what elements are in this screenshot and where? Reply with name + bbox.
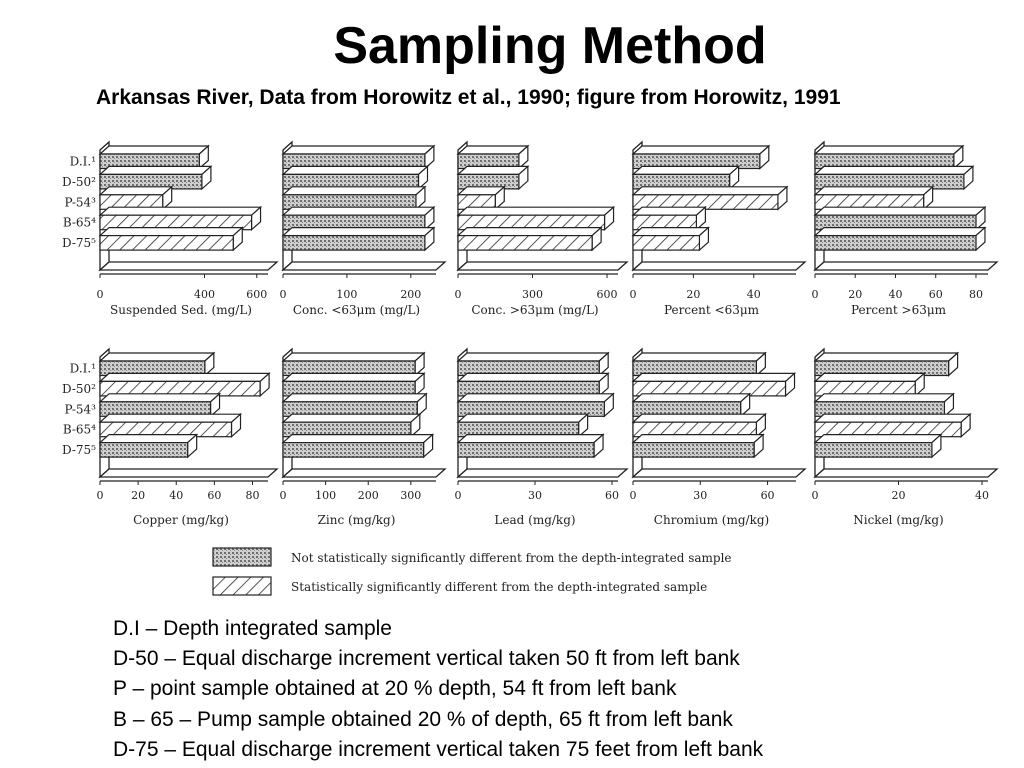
bar-top — [815, 414, 970, 422]
bar — [283, 187, 425, 210]
bar — [458, 414, 588, 437]
bar-top — [283, 146, 434, 154]
x-tick-label: 20 — [891, 489, 906, 502]
bar — [458, 394, 613, 417]
bar-face — [458, 443, 594, 458]
bar-top — [283, 353, 424, 361]
bar — [100, 187, 172, 210]
bar-top — [100, 435, 197, 443]
x-tick-label: 40 — [169, 489, 184, 502]
bar-top — [815, 207, 985, 215]
category-label: D-50² — [62, 174, 96, 189]
bar-top — [815, 146, 963, 154]
x-axis-title: Conc. <63μm (mg/L) — [292, 303, 421, 317]
bar-top — [633, 435, 763, 443]
x-tick-label: 30 — [528, 489, 542, 502]
x-tick-label: 40 — [888, 288, 903, 301]
x-axis-title: Copper (mg/kg) — [133, 513, 229, 527]
bar-top — [815, 394, 953, 402]
panel-copper — [62, 349, 277, 527]
bar — [283, 166, 427, 189]
x-tick-label: 0 — [454, 489, 462, 502]
bar-top — [283, 373, 424, 381]
bar-top — [283, 166, 427, 174]
axis-floor — [633, 469, 805, 477]
x-tick-label: 0 — [96, 288, 104, 301]
chart-panels — [62, 142, 997, 527]
panel-percent-coarse — [812, 142, 998, 317]
bar-top — [815, 353, 958, 361]
legend-label-not-significant: Not statistically significantly different from the depth-integrated sample — [291, 551, 732, 565]
bar-face — [633, 443, 754, 458]
bar-top — [458, 394, 613, 402]
x-tick-label: 0 — [811, 489, 819, 502]
bar — [815, 414, 970, 437]
bar — [633, 146, 769, 169]
bar-top — [458, 146, 528, 154]
bar — [633, 414, 765, 437]
bar-top — [283, 207, 434, 215]
bar — [633, 207, 705, 230]
bar — [815, 373, 924, 396]
x-tick-label: 40 — [746, 288, 761, 301]
bar — [100, 373, 269, 396]
x-axis-title: Conc. >63μm (mg/L) — [471, 303, 599, 317]
bar-top — [815, 435, 941, 443]
category-label: P-54³ — [64, 402, 96, 417]
category-label: D-50² — [62, 381, 96, 396]
bar — [100, 394, 220, 417]
bar-top — [458, 166, 528, 174]
bar — [815, 353, 958, 376]
x-axis-title: Lead (mg/kg) — [494, 513, 576, 527]
bar — [633, 435, 763, 458]
bar-top — [633, 187, 787, 195]
bar-top — [815, 166, 973, 174]
bar — [815, 435, 941, 458]
bar-top — [100, 394, 220, 402]
bar — [283, 146, 434, 169]
panel-conc-fine — [280, 142, 446, 317]
panel-conc-coarse — [455, 142, 628, 317]
abbreviation-definitions — [113, 614, 763, 765]
x-tick-label: 0 — [629, 288, 637, 301]
definition-d50: D-50 – Equal discharge increment vertical taken 50 ft from left bank — [113, 647, 740, 671]
bar-face — [100, 236, 233, 251]
definition-d75: D-75 – Equal discharge increment vertical taken 75 feet from left bank — [113, 737, 764, 761]
bar — [100, 353, 214, 376]
x-axis-title: Percent <63μm — [663, 303, 760, 317]
x-tick-label: 200 — [357, 489, 379, 502]
bar — [458, 435, 603, 458]
bar-face — [458, 236, 592, 251]
panel-zinc — [280, 349, 446, 527]
page-subtitle: Arkansas River, Data from Horowitz et al., 1990; figure from Horowitz, 1991 — [96, 86, 841, 109]
bar — [458, 207, 614, 230]
bar-top — [633, 228, 708, 236]
bar — [100, 166, 211, 189]
bar — [100, 146, 208, 169]
bar — [283, 373, 424, 396]
x-tick-label: 300 — [522, 288, 544, 301]
category-label: D.I.¹ — [69, 361, 96, 376]
x-tick-label: 20 — [686, 288, 701, 301]
bar-top — [458, 207, 614, 215]
bar — [283, 228, 434, 251]
bar-top — [100, 166, 211, 174]
x-tick-label: 600 — [246, 288, 268, 301]
bar-face — [283, 443, 424, 458]
bar-top — [633, 394, 750, 402]
bar-top — [633, 414, 765, 422]
bar — [100, 207, 261, 230]
definition-di: D.I – Depth integrated sample — [113, 617, 392, 640]
panel-chromium — [630, 349, 806, 527]
panel-suspended-sed — [62, 142, 277, 317]
x-tick-label: 60 — [605, 489, 619, 502]
bar — [633, 373, 795, 396]
category-label: B-65⁴ — [62, 422, 96, 437]
x-axis-title: Percent >63μm — [850, 303, 947, 317]
legend-label-significant: Statistically significantly different from the depth-integrated sample — [291, 580, 708, 594]
bar-top — [458, 414, 588, 422]
category-label: D-75⁵ — [62, 236, 96, 251]
bar-top — [283, 414, 420, 422]
bar-top — [100, 228, 242, 236]
axis-floor — [815, 469, 997, 477]
bar — [458, 353, 608, 376]
bar — [815, 228, 985, 251]
bar-top — [815, 187, 933, 195]
bar-top — [633, 146, 769, 154]
x-tick-label: 100 — [315, 489, 337, 502]
bar-face — [815, 443, 932, 458]
x-axis-title: Nickel (mg/kg) — [853, 513, 944, 527]
bar-top — [100, 373, 269, 381]
bar — [633, 166, 739, 189]
bar-top — [283, 394, 426, 402]
bar-top — [815, 228, 985, 236]
bar-face — [815, 236, 976, 251]
x-tick-label: 0 — [811, 288, 819, 301]
bar — [815, 146, 963, 169]
bar-top — [283, 187, 425, 195]
axis-floor — [458, 262, 627, 270]
x-tick-label: 60 — [928, 288, 943, 301]
x-tick-label: 60 — [760, 489, 775, 502]
bar — [815, 187, 933, 210]
bar-top — [100, 353, 214, 361]
x-tick-label: 0 — [279, 489, 287, 502]
panel-lead — [455, 349, 628, 527]
bar-top — [100, 207, 261, 215]
x-tick-label: 0 — [454, 288, 462, 301]
bar — [458, 228, 601, 251]
bar — [633, 394, 750, 417]
category-label: D.I.¹ — [69, 154, 96, 169]
bar — [633, 228, 708, 251]
bar-face — [633, 236, 699, 251]
bar — [100, 228, 242, 251]
bar-top — [458, 435, 603, 443]
axis-floor — [100, 469, 277, 477]
definition-p54: P – point sample obtained at 20 % depth, 54 ft from left bank — [113, 677, 677, 701]
x-axis-title: Chromium (mg/kg) — [653, 513, 770, 527]
legend-swatch-significant — [213, 577, 271, 595]
definition-b65: B – 65 – Pump sample obtained 20 % of depth, 65 ft from left bank — [113, 707, 733, 731]
x-tick-label: 40 — [975, 489, 989, 502]
x-axis-title: Suspended Sed. (mg/L) — [110, 303, 252, 317]
x-tick-label: 600 — [596, 288, 618, 301]
x-tick-label: 100 — [336, 288, 358, 301]
bar — [458, 187, 504, 210]
x-tick-label: 0 — [96, 489, 104, 502]
x-tick-label: 300 — [400, 489, 422, 502]
bar — [283, 414, 420, 437]
bar-top — [633, 166, 739, 174]
bar — [458, 166, 528, 189]
bar-top — [458, 228, 601, 236]
bar-top — [100, 146, 208, 154]
bar-top — [283, 228, 434, 236]
bar — [283, 394, 426, 417]
bar-top — [815, 373, 924, 381]
axis-floor — [815, 262, 997, 270]
bar-top — [458, 373, 608, 381]
legend — [213, 548, 732, 595]
bar-top — [633, 353, 765, 361]
category-label: P-54³ — [64, 195, 96, 210]
panel-percent-fine — [630, 142, 806, 317]
bar — [633, 353, 765, 376]
bar — [283, 353, 424, 376]
category-label: D-75⁵ — [62, 443, 96, 458]
bar — [100, 414, 241, 437]
x-tick-label: 400 — [194, 288, 216, 301]
bar — [283, 435, 433, 458]
panel-nickel — [812, 349, 998, 527]
bar-top — [100, 414, 241, 422]
bar — [100, 435, 197, 458]
bar — [633, 187, 787, 210]
bar-top — [458, 353, 608, 361]
bar — [458, 373, 608, 396]
axis-floor — [458, 469, 627, 477]
bar — [283, 207, 434, 230]
x-axis-title: Zinc (mg/kg) — [317, 513, 396, 527]
x-tick-label: 0 — [279, 288, 287, 301]
axis-floor — [100, 262, 277, 270]
x-tick-label: 80 — [245, 489, 260, 502]
bar-top — [633, 373, 795, 381]
x-tick-label: 20 — [848, 288, 863, 301]
bar — [458, 146, 528, 169]
bar-face — [283, 236, 425, 251]
bar-face — [100, 443, 188, 458]
bar-top — [633, 207, 705, 215]
x-tick-label: 30 — [693, 489, 708, 502]
legend-swatch-not-significant — [213, 548, 271, 566]
bar — [815, 207, 985, 230]
axis-floor — [283, 469, 445, 477]
x-tick-label: 20 — [131, 489, 146, 502]
category-label: B-65⁴ — [62, 215, 96, 230]
bar-top — [283, 435, 433, 443]
x-tick-label: 80 — [968, 288, 983, 301]
bar-top — [100, 187, 172, 195]
x-tick-label: 60 — [207, 489, 222, 502]
page-title: Sampling Method — [333, 17, 767, 75]
bar — [815, 166, 973, 189]
axis-floor — [633, 262, 805, 270]
x-tick-label: 200 — [400, 288, 422, 301]
bar — [815, 394, 953, 417]
axis-floor — [283, 262, 445, 270]
x-tick-label: 0 — [629, 489, 637, 502]
